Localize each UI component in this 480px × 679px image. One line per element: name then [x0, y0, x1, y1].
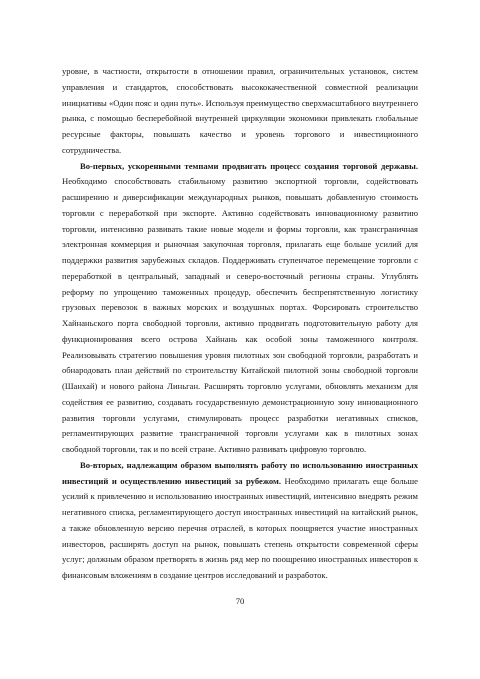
paragraph-3-heading: Во-вторых, надлежащим образом выполнять работу по использованию иностранных инвестиций и осуществлению инвестиций за рубежом.	[62, 459, 418, 486]
paragraph-2-heading: Во-первых, ускоренными темпами продвигать процесс создания торговой державы.	[80, 160, 418, 171]
paragraph-2	[62, 159, 418, 458]
paragraph-2-body: Необходимо способствовать стабильному развитию экспортной торговли, содействовать расширению и диверсификации международных рынков, повышать добавленную стоимость торговли с переработкой при экспорте. Активно содействовать инновационному развитию торговли, интенсивно развивать такие новые модели и формы торговли, как трансграничная электронная коммерция и рыночная закупочная торговля, прилагать еще больше усилий для поддержки развития зарубежных складов. Поддерживать ступенчатое перемещение торговли с переработкой в центральный, западный и северо-восточный регионы страны. Углублять реформу по упрощению таможенных процедур, обеспечить беспрепятственную логистику грузовых перевозок в важных морских и воздушных портах. Форсировать строительство Хайнаньского порта свободной торговли, активно продвигать подготовительную работу для функционирования всего острова Хайнань как особой зоны таможенного контроля. Реализовывать стратегию повышения уровня пилотных зон свободной торговли, разработать и обнародовать план действий по строительству Китайской пилотной зоны свободной торговли (Шанхай) и нового района Линьган. Расширять торговлю услугами, обновлять механизм для содействия ее развитию, создавать государственную демонстрационную зону инновационного развития торговли услугами, стимулировать процесс разработки негативных списков, регламентирующих развитие трансграничной торговли услугами как в пилотных зонах свободной торговли, так и по всей стране. Активно развивать цифровую торговлю.	[62, 176, 418, 454]
paragraph-3-body: Необходимо прилагать еще больше усилий к привлечению и использованию иностранных инвестиций, интенсивно внедрять режим негативного списка, регламентирующего доступ иностранных инвестиций на китайский рынок, а также обновленную версию перечня отраслей, в которых поощряется участие иностранных инвесторов, расширять доступ на рынок, повышать степень открытости современной сферы услуг; должным образом претворять в жизнь ряд мер по поощрению иностранных инвесторов к финансовым вложениям в создание центров исследований и разработок.	[62, 475, 418, 580]
page-number: 70	[235, 596, 245, 606]
paragraph-1: уровне, в частности, открытости в отношении правил, ограничительных установок, систем управления и стандартов, способствовать высококачественной совместной реализации инициативы «Один пояс и один путь». Используя преимущество сверхмасштабного внутреннего рынка, с помощью бесперебойной внутренней циркуляции экономики привлекать глобальные ресурсные факторы, повышать качество и уровень торгового и инвестиционного сотрудничества.	[62, 66, 418, 155]
body-text	[62, 64, 418, 584]
paragraph-3	[62, 458, 418, 584]
